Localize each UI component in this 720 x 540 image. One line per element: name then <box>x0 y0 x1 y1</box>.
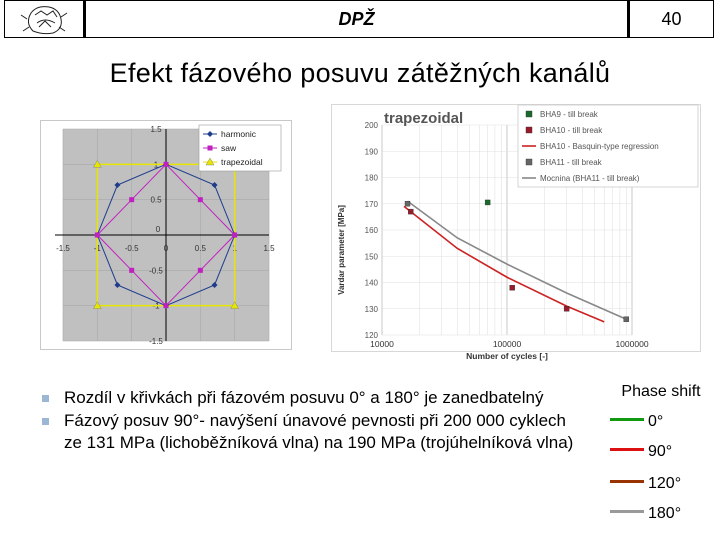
series-saw-point <box>198 268 203 273</box>
series-point <box>564 306 569 311</box>
bullet-marker-icon <box>42 418 49 425</box>
y-tick-label: 1.5 <box>150 125 162 134</box>
legend-swatch-marker <box>526 127 532 133</box>
fatigue-chart-svg <box>332 105 700 361</box>
header-title-box <box>84 0 628 38</box>
y-tick-label: -1 <box>152 301 160 311</box>
series-point <box>405 201 410 206</box>
legend-entry-harmonic: harmonic <box>221 129 256 139</box>
y-tick-label: 170 <box>364 199 378 209</box>
slide-title: Efekt fázového posuvu zátěžných kanálů <box>109 58 611 88</box>
phase-shift-legend-title: Phase shift <box>621 383 701 400</box>
legend-entry: BHA10 - till break <box>540 126 603 135</box>
series-saw-point <box>198 197 203 202</box>
logo-box <box>4 0 84 38</box>
legend-line-0deg <box>610 418 644 421</box>
legend-entry: Mocnina (BHA11 - till break) <box>540 174 640 183</box>
x-tick-label: 1000000 <box>615 339 649 349</box>
bullet-marker-icon <box>42 395 49 402</box>
legend-entry: BHA11 - till break <box>540 158 602 167</box>
legend-item-180deg <box>610 501 716 525</box>
y-tick-label: 0 <box>155 225 161 234</box>
legend-item-0deg <box>610 409 716 433</box>
x-tick-label: 0 <box>163 244 169 253</box>
y-tick-label: 160 <box>364 226 378 235</box>
load-path-chart-svg <box>41 121 291 349</box>
x-tick-label: 100000 <box>492 339 522 349</box>
legend-swatch-marker <box>526 111 532 117</box>
legend-label-120deg: 120° <box>648 475 682 492</box>
bullet-item <box>38 387 588 409</box>
series-saw-point <box>164 162 169 167</box>
legend-label-90deg: 90° <box>648 443 673 460</box>
series-saw-point <box>164 303 169 308</box>
x-tick-label: 10000 <box>370 339 394 349</box>
y-tick-label: 190 <box>364 147 378 157</box>
legend-line-180deg <box>610 510 644 513</box>
x-tick-label: 0.5 <box>194 244 206 253</box>
series-line <box>408 201 627 319</box>
page-number-box <box>628 0 714 38</box>
series-line <box>404 206 604 322</box>
series-point <box>624 317 629 322</box>
slide-header <box>0 0 720 40</box>
y-tick-label: 120 <box>364 331 378 340</box>
x-tick-label: -1.5 <box>56 244 70 253</box>
legend-line-120deg <box>610 480 644 483</box>
series-point <box>408 209 413 214</box>
series-saw-point <box>129 268 134 273</box>
bullet-item <box>38 410 588 454</box>
legend-entry: BHA10 - Basquin-type regression <box>540 142 659 151</box>
series-saw-point <box>95 233 100 238</box>
legend-entry-saw: saw <box>221 143 237 153</box>
y-axis-label: Vardar parameter [MPa] <box>337 205 346 295</box>
legend-swatch-marker <box>526 159 532 165</box>
legend-item-90deg <box>610 439 716 463</box>
series-point <box>510 285 515 290</box>
legend-swatch-marker <box>208 146 213 151</box>
header-title: DPŽ <box>338 9 375 29</box>
bullet-text: Fázový posuv 90°- navýšení únavové pevnosti při 200 000 cyklech ze 131 MPa (lichoběžníková vlna) na 190 MPa (trojúhelníková vlna) <box>64 411 574 452</box>
x-tick-label: 1.5 <box>263 244 275 253</box>
y-tick-label: 200 <box>364 121 378 130</box>
phase-shift-legend <box>606 383 716 522</box>
series-saw-point <box>129 197 134 202</box>
fatigue-chart <box>331 104 701 361</box>
legend-line-90deg <box>610 448 644 451</box>
legend-entry-trapezoidal: trapezoidal <box>221 157 263 167</box>
legend-label-0deg: 0° <box>648 413 664 430</box>
institution-logo-icon <box>5 1 83 37</box>
y-tick-label: 140 <box>364 278 378 288</box>
page-number: 40 <box>661 9 682 29</box>
x-tick-label: -1 <box>93 244 101 253</box>
series-saw-point <box>232 233 237 238</box>
x-tick-label: -0.5 <box>124 244 139 253</box>
chart-title: trapezoidal <box>384 110 464 127</box>
bullet-list <box>38 387 588 455</box>
y-tick-label: 130 <box>364 304 378 314</box>
legend-item-120deg <box>610 471 716 495</box>
x-tick-label: 1 <box>232 244 237 253</box>
y-tick-label: 0.5 <box>150 195 162 205</box>
legend-label-180deg: 180° <box>648 505 682 522</box>
x-axis-label: Number of cycles [-] <box>466 351 548 361</box>
load-path-chart <box>40 120 292 350</box>
bullet-text: Rozdíl v křivkách při fázovém posuvu 0° a 180° je zanedbatelný <box>64 388 544 407</box>
y-tick-label: -1.5 <box>149 337 163 346</box>
y-tick-label: -0.5 <box>149 266 163 276</box>
y-tick-label: 1 <box>153 160 159 170</box>
y-tick-label: 150 <box>364 252 378 262</box>
y-tick-label: 180 <box>364 173 378 183</box>
series-point <box>485 200 490 205</box>
legend-entry: BHA9 - till break <box>540 110 598 119</box>
